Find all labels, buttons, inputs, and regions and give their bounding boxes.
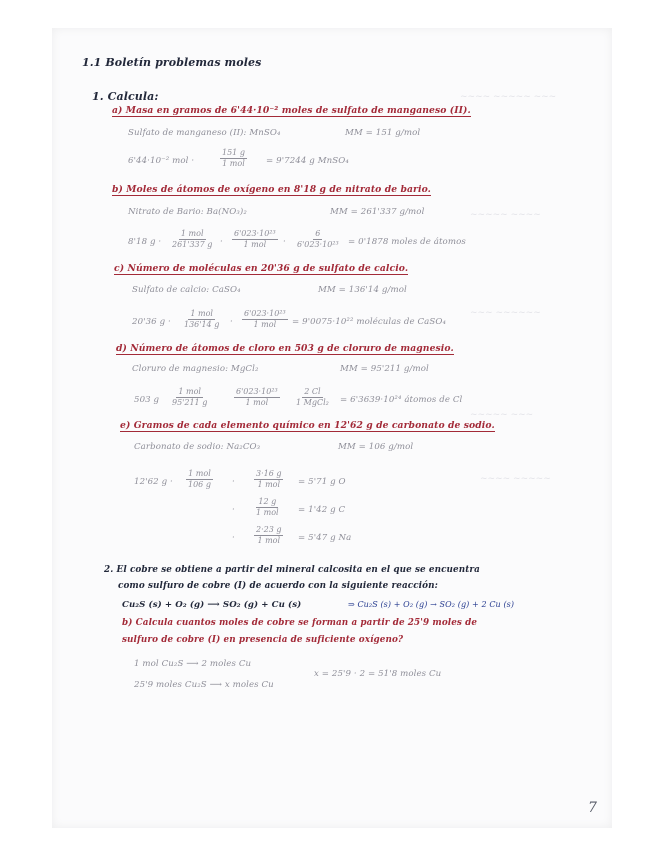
bleed-through-mark: ~~~ ~~~~~~ — [470, 308, 541, 318]
question-a-molar-mass: MM = 151 g/mol — [345, 128, 421, 138]
question-a-calc-lhs: 6'44·10⁻² mol · — [128, 156, 195, 166]
question-b-compound: Nitrato de Bario: Ba(NO₃)₂ — [128, 207, 247, 217]
question-c-result: = 9'0075·10²² moléculas de CaSO₄ — [292, 317, 447, 327]
multiply-dot: · — [232, 533, 235, 543]
question-2b-line2: sulfuro de cobre (I) en presencia de suficiente oxígeno? — [122, 635, 404, 645]
reaction-balanced: ⇒ Cu₂S (s) + O₂ (g) → SO₂ (g) + 2 Cu (s) — [348, 600, 515, 609]
multiply-dot: · — [232, 505, 235, 515]
proportion-line-2: 25'9 moles Cu₂S ⟶ x moles Cu — [134, 680, 274, 690]
question-c-fraction-1: 1 mol 136'14 g — [184, 309, 220, 330]
section2-heading-line2: como sulfuro de cobre (I) de acuerdo con la siguiente reacción: — [118, 581, 438, 591]
question-e-fraction-carbon: 12 g 1 mol — [256, 497, 279, 518]
bleed-through-mark: ~~~~ ~~~~~ — [480, 474, 551, 484]
question-e-result-oxygen: = 5'71 g O — [298, 477, 346, 487]
question-a-result: = 9'7244 g MnSO₄ — [266, 156, 349, 166]
question-d-compound: Cloruro de magnesio: MgCl₂ — [132, 364, 259, 374]
question-e-molar-mass: MM = 106 g/mol — [338, 442, 414, 452]
question-b-fraction-3: $\frac{6}{\text{6'023·10²³}}$ — [297, 229, 339, 250]
question-b-result: = 0'1878 moles de átomos — [348, 237, 466, 247]
question-c-compound: Sulfato de calcio: CaSO₄ — [132, 285, 241, 295]
multiply-dot: · — [220, 237, 223, 247]
question-c-label: c) Número de moléculas en 20'36 g de sulfato de calcio. — [114, 263, 409, 274]
question-e-result-sodium: = 5'47 g Na — [298, 533, 352, 543]
question-d-calc-lhs: 503 g — [134, 395, 160, 405]
bleed-through-mark: ~~~~~ ~~~~ — [470, 210, 541, 220]
question-e-label: e) Gramos de cada elemento químico en 12'62 g de carbonato de sodio. — [120, 420, 495, 431]
question-c-fraction-2: 6'023·10²³ 1 mol — [244, 309, 286, 330]
section2-heading-line1: 2. El cobre se obtiene a partir del mineral calcosita en el que se encuentra — [104, 565, 480, 575]
proportion-result: x = 25'9 · 2 = 51'8 moles Cu — [314, 669, 442, 679]
question-e-calc-lhs: 12'62 g · — [134, 477, 173, 487]
question-a-fraction: 151 g 1 mol — [222, 148, 245, 169]
multiply-dot: · — [232, 477, 235, 487]
question-b-molar-mass: MM = 261'337 g/mol — [330, 207, 425, 217]
question-e-fraction-sodium: 2·23 g 1 mol — [256, 525, 282, 546]
question-d-fraction-2: 6'023·10²³ 1 mol — [236, 387, 278, 408]
question-e-fraction-oxygen: 3·16 g 1 mol — [256, 469, 282, 490]
question-2b-line1: b) Calcula cuantos moles de cobre se forman a partir de 25'9 moles de — [122, 618, 478, 628]
bleed-through-mark: ~~~~~ ~~~ — [470, 410, 534, 420]
question-b-fraction-1: 1 mol 261'337 g — [172, 229, 213, 250]
question-a-compound: Sulfato de manganeso (II): MnSO₄ — [128, 128, 281, 138]
question-e-compound: Carbonato de sodio: Na₂CO₃ — [134, 442, 261, 452]
question-b-label: b) Moles de átomos de oxígeno en 8'18 g de nitrato de bario. — [112, 184, 431, 195]
question-d-fraction-1: 1 mol 95'211 g — [172, 387, 208, 408]
question-c-calc-lhs: 20'36 g · — [132, 317, 171, 327]
question-d-molar-mass: MM = 95'211 g/mol — [340, 364, 429, 374]
question-a-label: a) Masa en gramos de 6'44·10⁻² moles de sulfato de manganeso (II). — [112, 105, 471, 116]
question-d-fraction-3: 2 Cl 1 MgCl₂ — [296, 387, 329, 408]
question-b-fraction-2: 6'023·10²³ 1 mol — [234, 229, 276, 250]
question-e-result-carbon: = 1'42 g C — [298, 505, 346, 515]
proportion-line-1: 1 mol Cu₂S ⟶ 2 moles Cu — [134, 659, 252, 669]
section1-heading: 1. Calcula: — [92, 90, 159, 103]
bleed-through-mark: ~~~~ ~~~~~ ~~~ — [460, 92, 557, 102]
page-title: 1.1 Boletín problemas moles — [82, 56, 262, 69]
question-d-result: = 6'3639·10²⁴ átomos de Cl — [340, 395, 463, 405]
question-c-molar-mass: MM = 136'14 g/mol — [318, 285, 407, 295]
multiply-dot: · — [283, 237, 286, 247]
question-d-label: d) Número de átomos de cloro en 503 g de cloruro de magnesio. — [116, 343, 454, 354]
question-b-calc-lhs: 8'18 g · — [128, 237, 162, 247]
multiply-dot: · — [230, 317, 233, 327]
question-e-fraction-base: 1 mol 106 g — [188, 469, 211, 490]
reaction-unbalanced: Cu₂S (s) + O₂ (g) ⟶ SO₂ (g) + Cu (s) — [122, 600, 302, 610]
page-number: 7 — [588, 800, 597, 816]
